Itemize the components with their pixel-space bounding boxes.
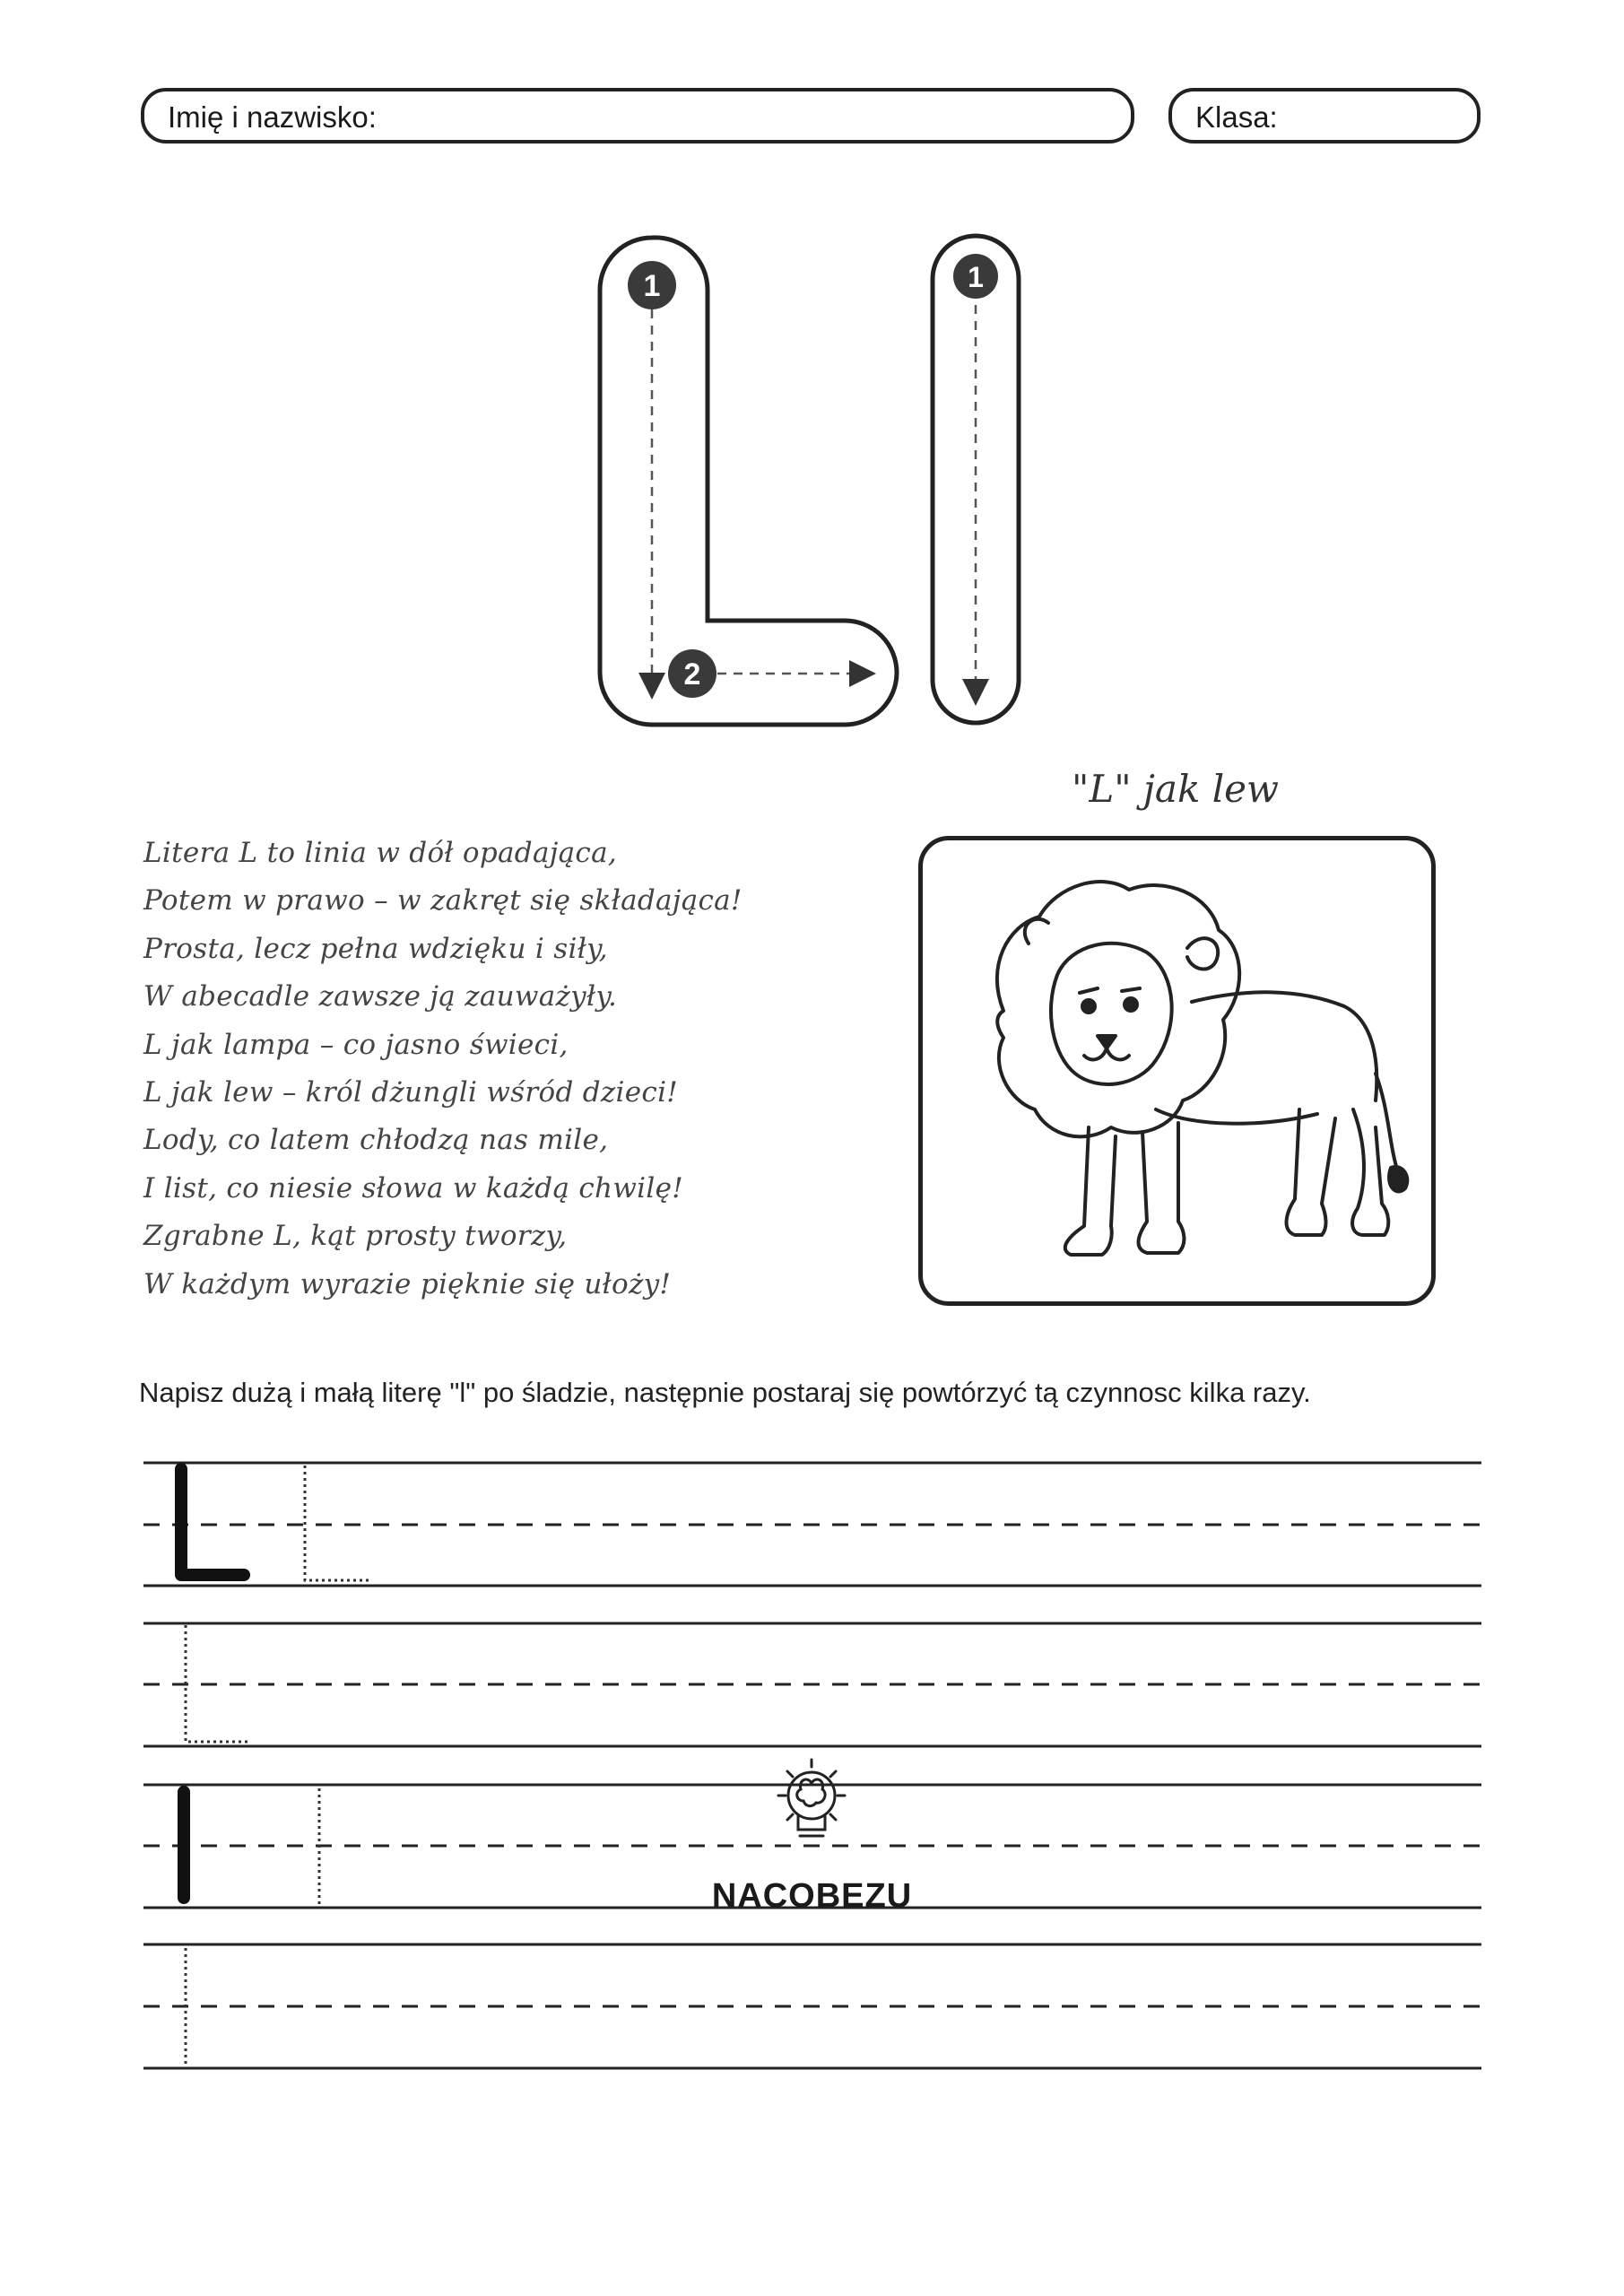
poem-line: Litera L to linia w dół opadająca, (143, 837, 618, 869)
poem-line: L jak lampa – co jasno świeci, (143, 1028, 569, 1061)
class-label: Klasa: (1195, 100, 1278, 134)
name-label: Imię i nazwisko: (168, 100, 377, 134)
brand-name: NACOBEZU (711, 1877, 913, 1915)
poem-line: Prosta, lecz pełna wdzięku i siły, (143, 932, 608, 965)
poem-line: W abecadle zawsze ją zauważyły. (143, 980, 618, 1013)
poem-line: Potem w prawo – w zakręt się składająca! (143, 884, 743, 918)
poem-line: L jak lew – król dżungli wśród dzieci! (143, 1076, 679, 1109)
poem-line: Zgrabne L, kąt prosty tworzy, (143, 1220, 568, 1253)
poem-line: W każdym wyrazie pięknie się ułoży! (143, 1267, 672, 1300)
svg-text:1: 1 (643, 269, 661, 303)
picture-caption: "L" jak lew (1072, 767, 1279, 811)
svg-text:1: 1 (968, 261, 984, 293)
exercise-instruction: Napisz dużą i małą literę "l" po śladzie, następnie postaraj się powtórzyć tą czynnosc kilka razy. (139, 1377, 1311, 1408)
poem-line: I list, co niesie słowa w każdą chwilę! (143, 1171, 683, 1205)
svg-text:2: 2 (683, 657, 701, 691)
poem-line: Lody, co latem chłodzą nas mile, (143, 1124, 609, 1157)
